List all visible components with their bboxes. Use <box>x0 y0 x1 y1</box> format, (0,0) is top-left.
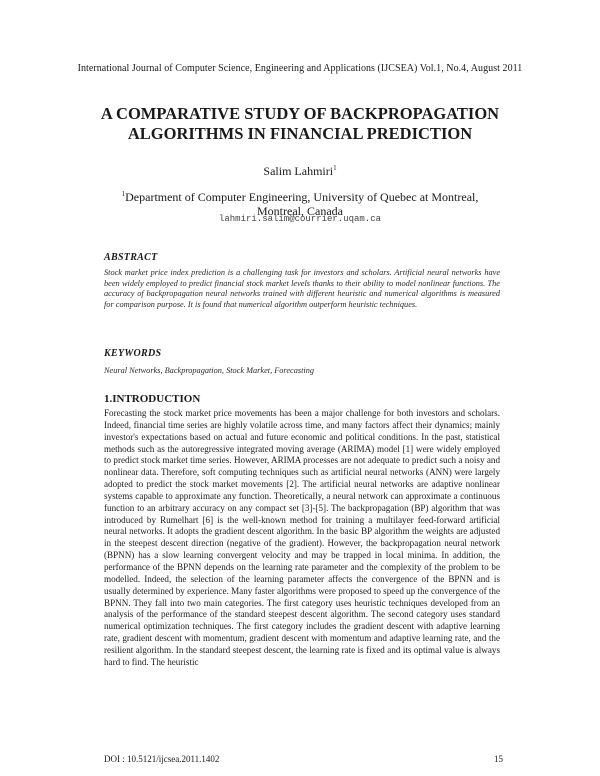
author-email[interactable]: lahmiri.salim@courrier.uqam.ca <box>218 214 382 224</box>
keywords-text: Neural Networks, Backpropagation, Stock Market, Forecasting <box>104 366 314 375</box>
section-number: 1. <box>104 393 113 405</box>
journal-header: International Journal of Computer Science, Engineering and Applications (IJCSEA) Vol.1, No.4, August 2011 <box>77 63 523 74</box>
author-name-text: Salim Lahmiri <box>263 164 334 178</box>
affiliation-text: Department of Computer Engineering, University of Quebec at Montreal, Montreal, Canada <box>125 190 479 218</box>
doi-footer[interactable]: DOI : 10.5121/ijcsea.2011.1402 <box>104 754 220 764</box>
section-title: INTRODUCTION <box>112 393 201 405</box>
page-number: 15 <box>494 754 503 764</box>
abstract-text: Stock market price index prediction is a challenging task for investors and scholars. Artificial neural networks have been widely employed to predict financial stock market levels thanks to their ability to model nonlinear functions. The accuracy of backpropagation neural networks trained with different heuristic and numerical algorithms is measured for comparison purpose. It is found that numerical algorithm outperform heuristic techniques. <box>104 268 500 310</box>
introduction-body: Forecasting the stock market price movements has been a major challenge for both investors and scholars. Indeed, financial time series are highly volatile across time, and many factors affect their dynamics; mainly investor's expectations based on actual and future economic and political conditions. In the past, statistical methods such as the autoregressive integrated moving average (ARIMA) model [1] were widely employed to predict stock market time series. However, ARIMA processes are not adequate to predict such a noisy and nonlinear data. Therefore, soft computing techniques such as artificial neural networks (ANN) were largely adopted to predict the stock market movements [2]. The artificial neural networks are adaptive nonlinear systems capable to approximate any function. Theoretically, a neural network can approximate a continuous function to an arbitrary accuracy on any compact set [3]-[5]. The backpropagation (BP) algorithm that was introduced by Rumelhart [6] is the well-known method for training a multilayer feed-forward artificial neural networks. It adopts the gradient descent algorithm. In the basic BP algorithm the weights are adjusted in the steepest descent direction (negative of the gradient). However, the backpropagation neural network (BPNN) has a slow learning convergent velocity and may be trapped in local minima. In addition, the performance of the BPNN depends on the learning rate parameter and the complexity of the problem to be modelled. Indeed, the selection of the learning parameter affects the convergence of the BPNN and is usually determined by experience. Many faster algorithms were proposed to speed up the convergence of the BPNN. They fall into two main categories. The first category uses heuristic techniques developed from an analysis of the performance of the standard steepest descent algorithm. The second category uses standard numerical optimization techniques. The first category includes the gradient descent with adaptive learning rate, gradient descent with momentum, gradient descent with momentum and adaptive learning rate, and the resilient algorithm. In the standard steepest descent, the learning rate is fixed and its optimal value is always hard to find. The heuristic <box>104 408 500 667</box>
author-name <box>0 164 600 179</box>
title-line-2: ALGORITHMS IN FINANCIAL PREDICTION <box>127 124 473 143</box>
abstract-heading: ABSTRACT <box>104 252 158 263</box>
affiliation-superscript: 1 <box>121 190 126 198</box>
author-superscript: 1 <box>333 164 337 172</box>
paper-title <box>0 104 600 144</box>
title-line-1: A COMPARATIVE STUDY OF BACKPROPAGATION <box>100 104 500 123</box>
keywords-heading: KEYWORDS <box>104 348 162 359</box>
introduction-heading <box>104 393 200 405</box>
